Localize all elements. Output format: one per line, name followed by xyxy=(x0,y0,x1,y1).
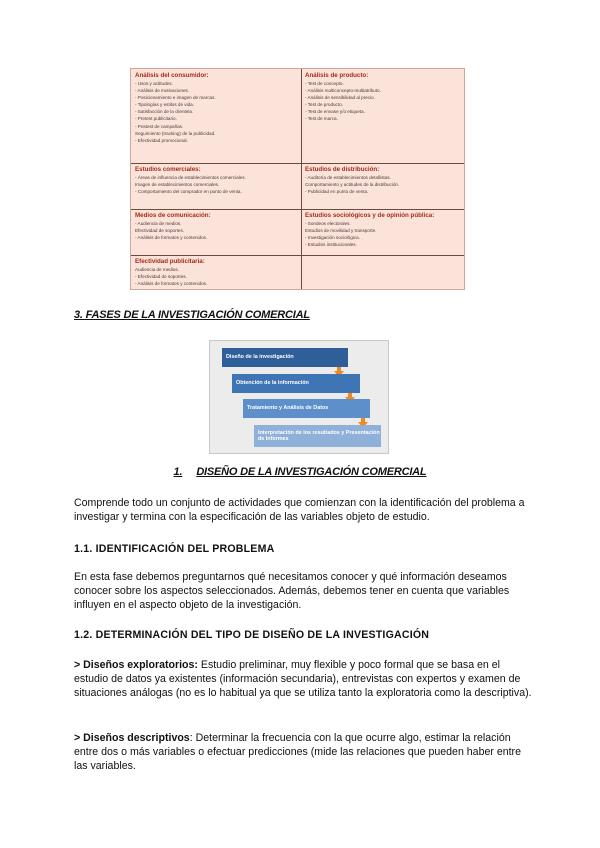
cell-item: - Sondeos electorales. xyxy=(305,221,351,226)
cell-title: Estudios sociológicos y de opinión pública: xyxy=(305,212,435,219)
subsection-heading: 1.2. DETERMINACIÓN DEL TIPO DE DISEÑO DE LA INVESTIGACIÓN xyxy=(74,629,430,641)
table-cell xyxy=(301,209,464,255)
cell-item: - Áreas de influencia de establecimientos comerciales. xyxy=(135,175,246,180)
chapter-title-text: DISEÑO DE LA INVESTIGACIÓN COMERCIAL xyxy=(196,466,427,478)
diagram-step: Interpretación de los resultados y Presentación de Informes xyxy=(254,425,381,447)
cell-item: - Análisis multiconcepto-multiatributo. xyxy=(305,88,381,94)
cell-item: Audiencia de medios. xyxy=(135,267,179,272)
paragraph: En esta fase debemos preguntarnos qué necesitamos conocer y qué información deseamos conocer sobre los aspectos seleccionados. Además, debemos tener en cuenta que variables influyen en el aspecto objeto de la investigación. xyxy=(74,571,510,611)
cell-title: Estudios comerciales: xyxy=(135,166,201,173)
cell-title: Medios de comunicación: xyxy=(135,212,211,219)
cell-item: - Auditoría de establecimientos detallistas. xyxy=(305,175,391,180)
cell-item: - Test de marca. xyxy=(305,116,338,122)
cell-item: - Test de concepto. xyxy=(305,81,344,86)
cell-item: Estudios de movilidad y transporte. xyxy=(305,228,377,234)
table-cell xyxy=(301,69,464,163)
cell-item: - Análisis de motivaciones. xyxy=(135,88,190,94)
table-cell-empty xyxy=(301,255,464,289)
subsection-heading: 1.1. IDENTIFICACIÓN DEL PROBLEMA xyxy=(74,543,275,555)
chapter-number: 1. xyxy=(173,466,183,478)
table-cell xyxy=(131,69,301,163)
cell-item: Seguimiento (tracking) de la publicidad. xyxy=(135,130,216,136)
cell-title: Estudios de distribución: xyxy=(305,166,380,173)
cell-item: - Pretest publicitario. xyxy=(135,116,177,122)
diagram-step: Diseño de la investigación xyxy=(222,348,348,367)
cell-item: - Postest de campañas. xyxy=(135,123,184,129)
cell-item: - Análisis de formatos y contenidos. xyxy=(135,235,208,241)
term-text: Estudio preliminar, muy flexible y poco formal que se basa en el estudio de datos ya existentes (información secundaria), entrevistas con expertos y examen de situaciones análogas (no es lo habitual ya que se utiliza tanto la exploratoria como la descriptiva). xyxy=(74,659,532,699)
table-cell xyxy=(131,163,301,209)
term-label: > Diseños descriptivos xyxy=(74,732,190,744)
table-cell xyxy=(131,255,301,289)
cell-item: - Investigación sociológica. xyxy=(305,235,360,241)
cell-title: Análisis del consumidor: xyxy=(135,72,209,79)
paragraph-exploratorios xyxy=(74,658,534,700)
research-types-table xyxy=(130,68,465,290)
cell-title: Análisis de producto: xyxy=(305,72,369,79)
cell-item: - Usos y actitudes. xyxy=(135,81,173,86)
term-text: : Determinar la frecuencia con la que ocurre algo, estimar la relación entre dos o más variables o efectuar predicciones (mide las relaciones que pueden haber entre las variables. xyxy=(74,732,521,772)
cell-item: - Análisis de sensibilidad al precio. xyxy=(305,95,375,101)
section-heading: 3. FASES DE LA INVESTIGACIÓN COMERCIAL xyxy=(74,309,310,321)
cell-item: - Efectividad promocional. xyxy=(135,137,188,143)
cell-item: Imagen de establecimientos comerciales. xyxy=(135,182,220,188)
cell-item: - Comportamiento del comprador en punto de venta. xyxy=(135,189,242,195)
cell-item: - Análisis de formatos y contenidos. xyxy=(135,281,208,287)
cell-item: Comportamiento y actitudes de la distribución. xyxy=(305,182,400,188)
cell-item: - Tipologías y estilos de vida. xyxy=(135,102,194,108)
table-cell xyxy=(301,163,464,209)
paragraph-descriptivos xyxy=(74,731,534,773)
cell-item: - Estudios institucionales. xyxy=(305,242,357,248)
diagram-step: Obtención de la información xyxy=(232,374,360,393)
cell-item: - Posicionamiento e imagen de marcas. xyxy=(135,95,216,101)
cell-item: - Test de producto. xyxy=(305,102,343,108)
cell-item: - Audiencia de medios. xyxy=(135,221,182,226)
chapter-title xyxy=(0,466,600,478)
cell-item: - Test de envase y/o etiqueta. xyxy=(305,109,365,115)
cell-item: Efectividad de soportes. xyxy=(135,228,185,234)
cell-item: - Publicidad en punto de venta. xyxy=(305,189,369,195)
diagram-step: Tratamiento y Análisis de Datos xyxy=(243,399,370,418)
intro-paragraph: Comprende todo un conjunto de actividades que comienzan con la identificación del problema a investigar y termina con la especificación de las variables objeto de estudio. xyxy=(74,497,525,523)
cell-title: Efectividad publicitaria: xyxy=(135,258,205,265)
cell-item: - Satisfacción de la clientela. xyxy=(135,109,194,115)
term-label: > Diseños exploratorios: xyxy=(74,659,198,671)
table-cell xyxy=(131,209,301,255)
phases-diagram xyxy=(209,340,389,454)
cell-item: - Efectividad de soportes. xyxy=(135,274,187,280)
